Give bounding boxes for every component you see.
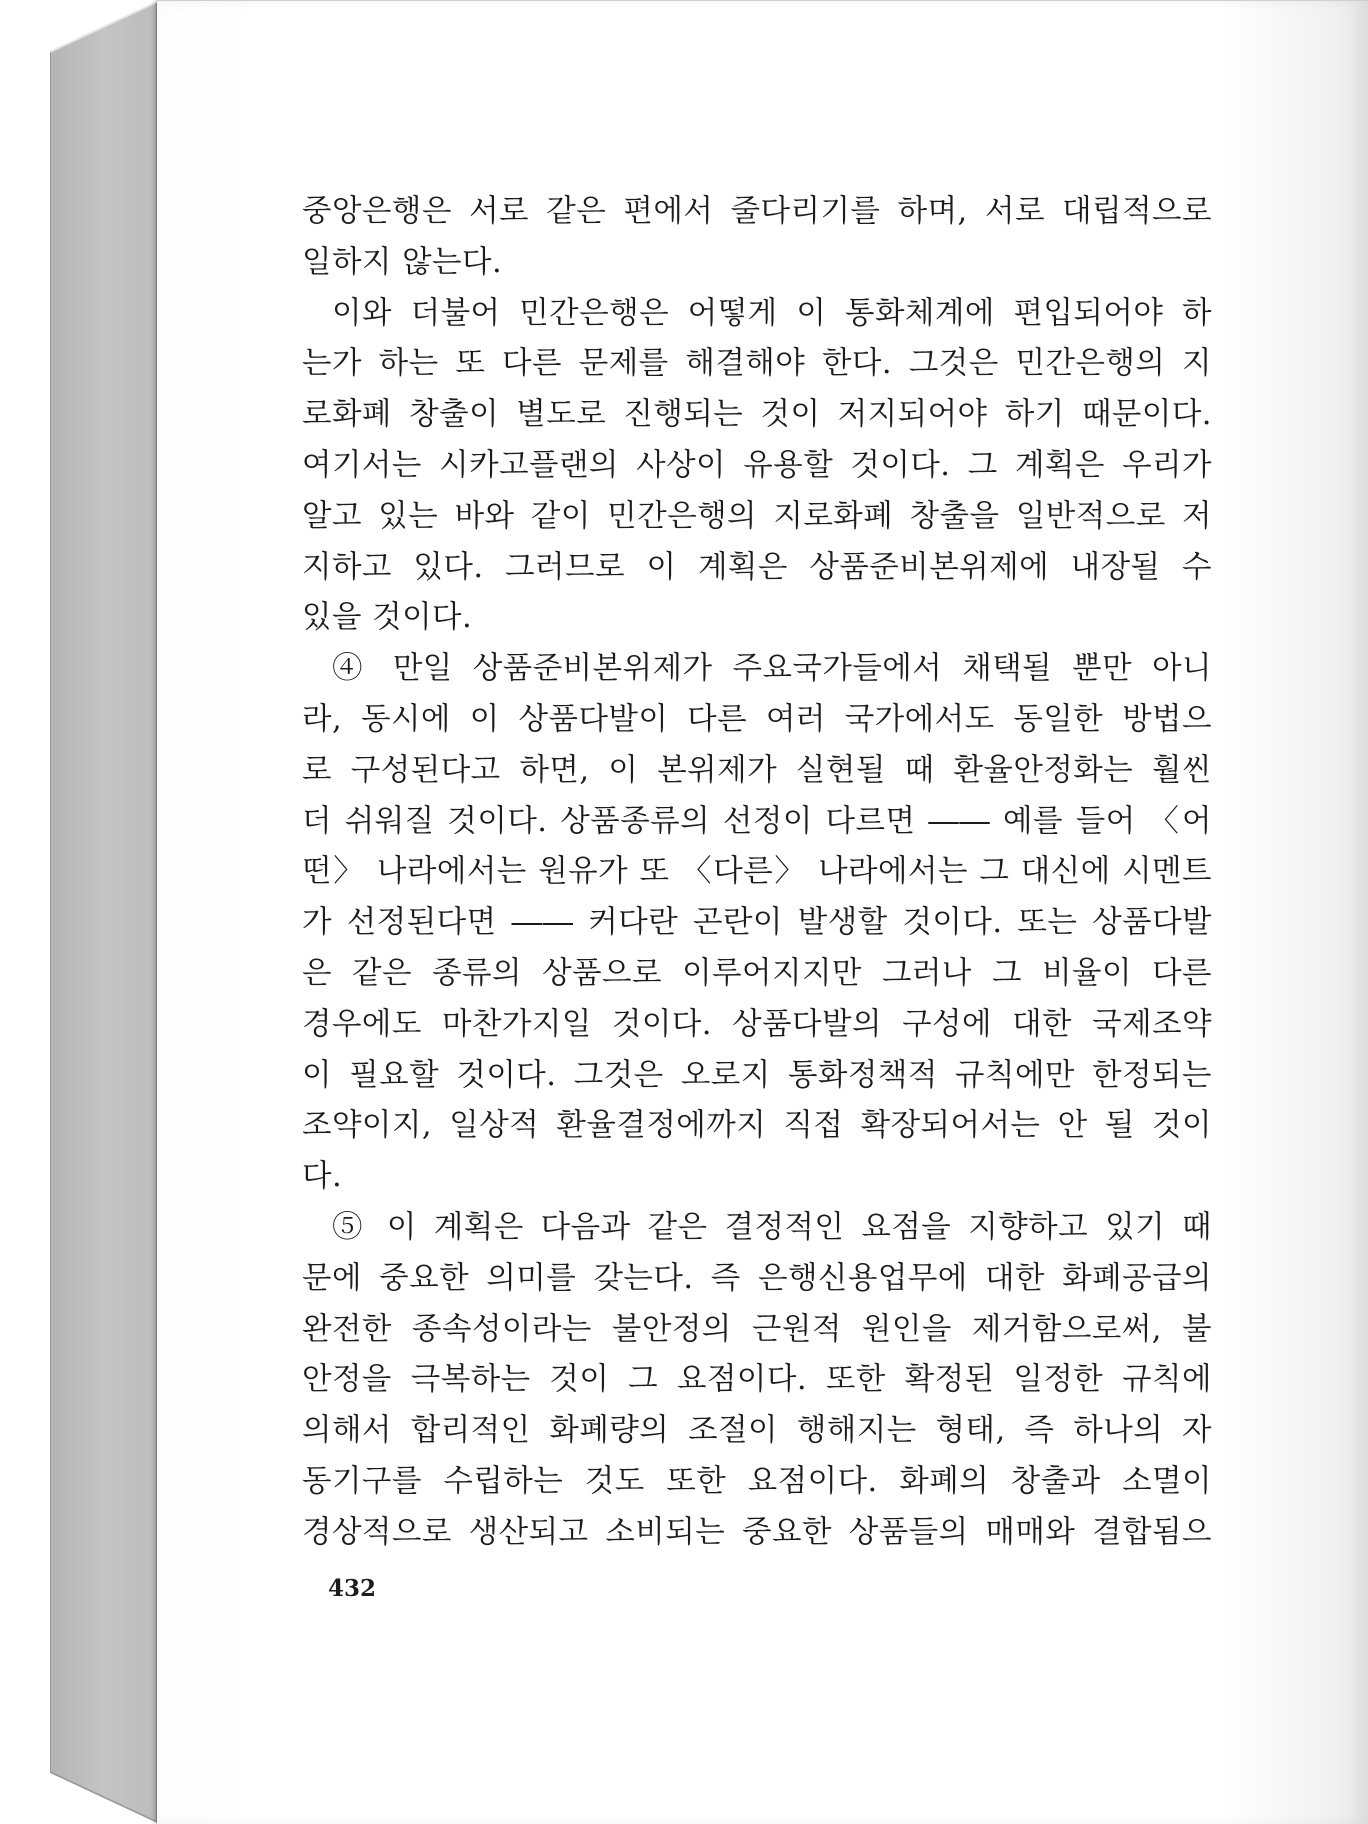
text-line: 알고 있는 바와 같이 민간은행의 지로화폐 창출을 일반적으로 저 [302, 498, 1212, 534]
page-body-text [302, 187, 1212, 1559]
text-line: 문에 중요한 의미를 갖는다. 즉 은행신용업무에 대한 화폐공급의 [302, 1260, 1212, 1296]
text-line: 조약이지, 일상적 환율결정에까지 직접 확장되어서는 안 될 것이 [302, 1108, 1212, 1144]
text-line: 지하고 있다. 그러므로 이 계획은 상품준비본위제에 내장될 수 [302, 549, 1212, 585]
text-line: 경상적으로 생산되고 소비되는 중요한 상품들의 매매와 결합됨으 [302, 1514, 1212, 1550]
text-line: 로화폐 창출이 별도로 진행되는 것이 저지되어야 하기 때문이다. [302, 397, 1212, 433]
text-line: 동기구를 수립하는 것도 또한 요점이다. 화폐의 창출과 소멸이 [302, 1463, 1212, 1499]
text-line: 다. [302, 1159, 343, 1195]
text-line: 라, 동시에 이 상품다발이 다른 여러 국가에서도 동일한 방법으 [302, 701, 1212, 737]
text-line: 여기서는 시카고플랜의 사상이 유용할 것이다. 그 계획은 우리가 [302, 447, 1212, 483]
page-number: 432 [328, 1575, 377, 1602]
text-line: 이 필요할 것이다. 그것은 오로지 통화정책적 규칙에만 한정되는 [302, 1057, 1212, 1093]
text-line: 는가 하는 또 다른 문제를 해결해야 한다. 그것은 민간은행의 지 [302, 346, 1212, 382]
text-line: ④ 만일 상품준비본위제가 주요국가들에서 채택될 뿐만 아니 [332, 651, 1212, 687]
text-line: 완전한 종속성이라는 불안정의 근원적 원인을 제거함으로써, 불 [302, 1311, 1212, 1347]
text-line: 은 같은 종류의 상품으로 이루어지지만 그러나 그 비율이 다른 [302, 955, 1212, 991]
text-line: 떤〉 나라에서는 원유가 또 〈다른〉 나라에서는 그 대신에 시멘트 [302, 854, 1212, 890]
text-line: 로 구성된다고 하면, 이 본위제가 실현될 때 환율안정화는 훨씬 [302, 752, 1212, 788]
text-line: 경우에도 마찬가지일 것이다. 상품다발의 구성에 대한 국제조약 [302, 1006, 1212, 1042]
text-line: 이와 더불어 민간은행은 어떻게 이 통화체계에 편입되어야 하 [332, 295, 1212, 331]
book-spine [50, 0, 160, 1824]
text-line: 더 쉬워질 것이다. 상품종류의 선정이 다르면 ―― 예를 들어 〈어 [302, 803, 1212, 839]
text-line: 가 선정된다면 ―― 커다란 곤란이 발생할 것이다. 또는 상품다발 [302, 905, 1212, 941]
text-line: 있을 것이다. [302, 600, 473, 636]
text-line: ⑤ 이 계획은 다음과 같은 결정적인 요점을 지향하고 있기 때 [332, 1209, 1212, 1245]
text-line: 중앙은행은 서로 같은 편에서 줄다리기를 하며, 서로 대립적으로 [302, 194, 1212, 229]
text-line: 일하지 않는다. [302, 244, 503, 280]
text-line: 안정을 극복하는 것이 그 요점이다. 또한 확정된 일정한 규칙에 [302, 1362, 1212, 1398]
text-line: 의해서 합리적인 화폐량의 조절이 행해지는 형태, 즉 하나의 자 [302, 1413, 1212, 1449]
